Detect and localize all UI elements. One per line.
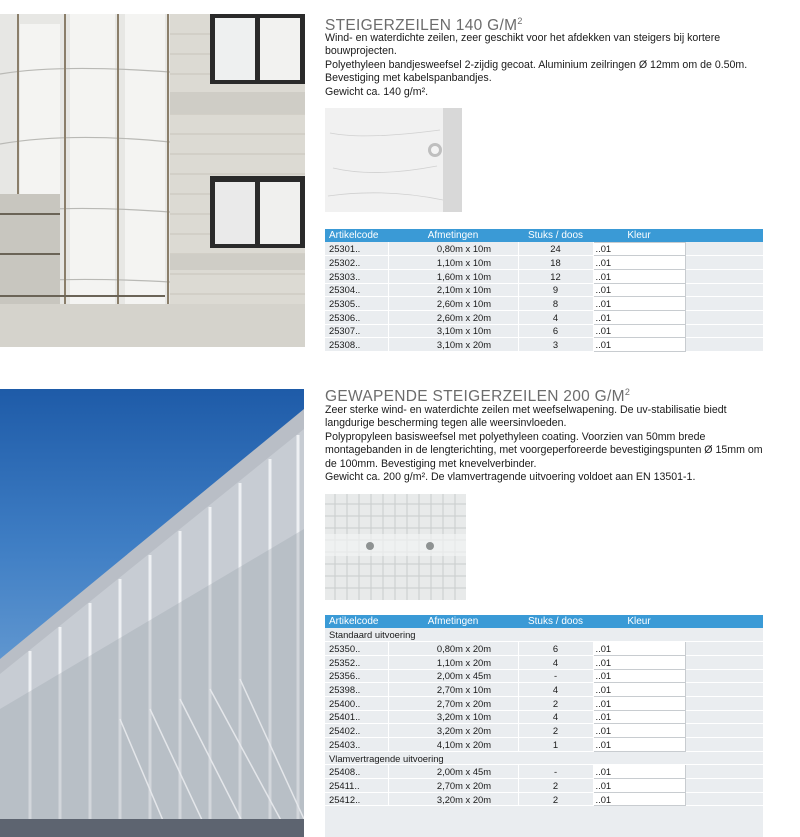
artikelcode-cell: 25411..: [325, 779, 388, 793]
table-row: [325, 792, 763, 806]
artikelcode-cell: 25308..: [325, 338, 388, 352]
artikelcode-cell: 25350..: [325, 642, 388, 656]
header-kleur: Kleur: [593, 229, 685, 242]
header-artikelcode: Artikelcode: [325, 615, 388, 628]
table-group-row: [325, 628, 763, 642]
table-row: [325, 724, 763, 738]
header-stuks-doos: Stuks / doos: [518, 229, 593, 242]
kleur-cell: ..01: [593, 242, 685, 256]
afmetingen-cell: 2,70m x 20m: [388, 779, 518, 793]
table-row: [325, 779, 763, 793]
kleur-cell: ..01: [593, 683, 685, 697]
afmetingen-cell: 3,10m x 20m: [388, 338, 518, 352]
table-footer-spacer: [325, 806, 763, 837]
table-body: [325, 242, 763, 352]
description-line: Zeer sterke wind- en waterdichte zeilen met weefselwapening. De uv-stabilisatie biedt langdurige bescherming tegen alle weersinvloeden.: [325, 404, 727, 430]
afmetingen-cell: 1,10m x 10m: [388, 256, 518, 270]
kleur-cell: ..01: [593, 669, 685, 683]
table-row: [325, 710, 763, 724]
afmetingen-cell: 4,10m x 20m: [388, 738, 518, 752]
empty-cell: [685, 297, 763, 311]
empty-cell: [685, 724, 763, 738]
description-line: Polypropyleen basisweefsel met polyethyleen coating. Voorzien van 50mm brede montagebanden in de lengterichting, met voorgeperforeerde bevestigingspunten Ø 15mm om de 100mm. Bevestiging met knevelverbinder.: [325, 430, 763, 470]
artikelcode-cell: 25408..: [325, 765, 388, 779]
afmetingen-cell: 2,70m x 20m: [388, 696, 518, 710]
stuks-cell: 4: [518, 655, 593, 669]
artikelcode-cell: 25401..: [325, 710, 388, 724]
product-description: [325, 32, 775, 99]
section-title-text: GEWAPENDE STEIGERZEILEN 200 G/M: [325, 388, 625, 406]
empty-cell: [685, 669, 763, 683]
stuks-cell: 12: [518, 269, 593, 283]
stuks-cell: 1: [518, 738, 593, 752]
table-row: [325, 696, 763, 710]
kleur-cell: ..01: [593, 256, 685, 270]
header-artikelcode: Artikelcode: [325, 229, 388, 242]
header-afmetingen: Afmetingen: [388, 229, 518, 242]
group-label: Standaard uitvoering: [325, 628, 763, 642]
afmetingen-cell: 3,20m x 20m: [388, 724, 518, 738]
material-swatch-image: [325, 494, 466, 600]
afmetingen-cell: 2,00m x 45m: [388, 669, 518, 683]
artikelcode-cell: 25302..: [325, 256, 388, 270]
kleur-cell: ..01: [593, 655, 685, 669]
description-line: Wind- en waterdichte zeilen, zeer geschikt voor het afdekken van steigers bij kortere bouwprojecten.: [325, 32, 721, 58]
artikelcode-cell: 25412..: [325, 792, 388, 806]
section-title-superscript: 2: [517, 16, 523, 26]
afmetingen-cell: 0,80m x 20m: [388, 642, 518, 656]
table-row: [325, 642, 763, 656]
afmetingen-cell: 1,10m x 20m: [388, 655, 518, 669]
table-row: [325, 765, 763, 779]
kleur-cell: ..01: [593, 269, 685, 283]
empty-cell: [685, 242, 763, 256]
product-description: [325, 404, 775, 484]
empty-cell: [685, 642, 763, 656]
material-swatch-image: [325, 108, 462, 212]
table-row: [325, 669, 763, 683]
artikelcode-cell: 25301..: [325, 242, 388, 256]
kleur-cell: ..01: [593, 310, 685, 324]
afmetingen-cell: 3,20m x 20m: [388, 792, 518, 806]
table-footer-cell: [325, 806, 763, 837]
artikelcode-cell: 25352..: [325, 655, 388, 669]
stuks-cell: 4: [518, 683, 593, 697]
empty-cell: [685, 710, 763, 724]
section-title-superscript: 2: [624, 387, 631, 397]
scaffold-sheeting-photo: [0, 14, 305, 347]
empty-cell: [685, 779, 763, 793]
table-body: [325, 628, 763, 806]
table-row: [325, 683, 763, 697]
artikelcode-cell: 25400..: [325, 696, 388, 710]
table-row: [325, 256, 763, 270]
kleur-cell: ..01: [593, 710, 685, 724]
product-table: [325, 229, 764, 352]
artikelcode-cell: 25307..: [325, 324, 388, 338]
afmetingen-cell: 2,70m x 10m: [388, 683, 518, 697]
kleur-cell: ..01: [593, 696, 685, 710]
artikelcode-cell: 25402..: [325, 724, 388, 738]
artikelcode-cell: 25306..: [325, 310, 388, 324]
description-line: Polyethyleen bandjesweefsel 2-zijdig gecoat. Aluminium zeilringen Ø 12mm om de 0.50m. Bevestiging met kabelspanbandjes.: [325, 58, 748, 85]
table-row: [325, 269, 763, 283]
kleur-cell: ..01: [593, 765, 685, 779]
kleur-cell: ..01: [593, 724, 685, 738]
stuks-cell: 9: [518, 283, 593, 297]
artikelcode-cell: 25303..: [325, 269, 388, 283]
table-row: [325, 242, 763, 256]
kleur-cell: ..01: [593, 324, 685, 338]
description-line: Gewicht ca. 200 g/m². De vlamvertragende uitvoering voldoet aan EN 13501-1.: [325, 471, 696, 484]
header-empty: [685, 229, 763, 242]
empty-cell: [685, 310, 763, 324]
artikelcode-cell: 25356..: [325, 669, 388, 683]
table-header-row: [325, 615, 763, 628]
group-label: Vlamvertragende uitvoering: [325, 751, 763, 765]
stuks-cell: 2: [518, 779, 593, 793]
table-row: [325, 338, 763, 352]
empty-cell: [685, 655, 763, 669]
empty-cell: [685, 269, 763, 283]
artikelcode-cell: 25305..: [325, 297, 388, 311]
empty-cell: [685, 765, 763, 779]
stuks-cell: 2: [518, 724, 593, 738]
empty-cell: [685, 738, 763, 752]
afmetingen-cell: 1,60m x 10m: [388, 269, 518, 283]
afmetingen-cell: 2,60m x 20m: [388, 310, 518, 324]
stuks-cell: 24: [518, 242, 593, 256]
table-header-row: [325, 229, 763, 242]
empty-cell: [685, 792, 763, 806]
header-empty: [685, 615, 763, 628]
afmetingen-cell: 2,00m x 45m: [388, 765, 518, 779]
table-row: [325, 297, 763, 311]
empty-cell: [685, 696, 763, 710]
header-stuks-doos: Stuks / doos: [518, 615, 593, 628]
stuks-cell: 3: [518, 338, 593, 352]
stuks-cell: -: [518, 765, 593, 779]
header-afmetingen: Afmetingen: [388, 615, 518, 628]
stuks-cell: 2: [518, 792, 593, 806]
stuks-cell: 6: [518, 642, 593, 656]
stuks-cell: 2: [518, 696, 593, 710]
stuks-cell: 18: [518, 256, 593, 270]
artikelcode-cell: 25403..: [325, 738, 388, 752]
empty-cell: [685, 283, 763, 297]
kleur-cell: ..01: [593, 792, 685, 806]
description-line: Gewicht ca. 140 g/m².: [325, 85, 429, 98]
empty-cell: [685, 683, 763, 697]
section-title-text: STEIGERZEILEN 140 G/M: [325, 17, 518, 35]
stuks-cell: 8: [518, 297, 593, 311]
table-row: [325, 283, 763, 297]
afmetingen-cell: 3,10m x 10m: [388, 324, 518, 338]
kleur-cell: ..01: [593, 283, 685, 297]
empty-cell: [685, 338, 763, 352]
empty-cell: [685, 256, 763, 270]
table-row: [325, 310, 763, 324]
product-table: [325, 615, 764, 837]
artikelcode-cell: 25398..: [325, 683, 388, 697]
table-group-row: [325, 751, 763, 765]
empty-cell: [685, 324, 763, 338]
afmetingen-cell: 2,60m x 10m: [388, 297, 518, 311]
afmetingen-cell: 2,10m x 10m: [388, 283, 518, 297]
stuks-cell: -: [518, 669, 593, 683]
stuks-cell: 4: [518, 710, 593, 724]
kleur-cell: ..01: [593, 297, 685, 311]
kleur-cell: ..01: [593, 338, 685, 352]
stuks-cell: 4: [518, 310, 593, 324]
artikelcode-cell: 25304..: [325, 283, 388, 297]
table-row: [325, 738, 763, 752]
kleur-cell: ..01: [593, 738, 685, 752]
reinforced-sheeting-photo: [0, 389, 304, 837]
afmetingen-cell: 3,20m x 10m: [388, 710, 518, 724]
table-row: [325, 655, 763, 669]
header-kleur: Kleur: [593, 615, 685, 628]
stuks-cell: 6: [518, 324, 593, 338]
kleur-cell: ..01: [593, 642, 685, 656]
table-row: [325, 324, 763, 338]
afmetingen-cell: 0,80m x 10m: [388, 242, 518, 256]
kleur-cell: ..01: [593, 779, 685, 793]
